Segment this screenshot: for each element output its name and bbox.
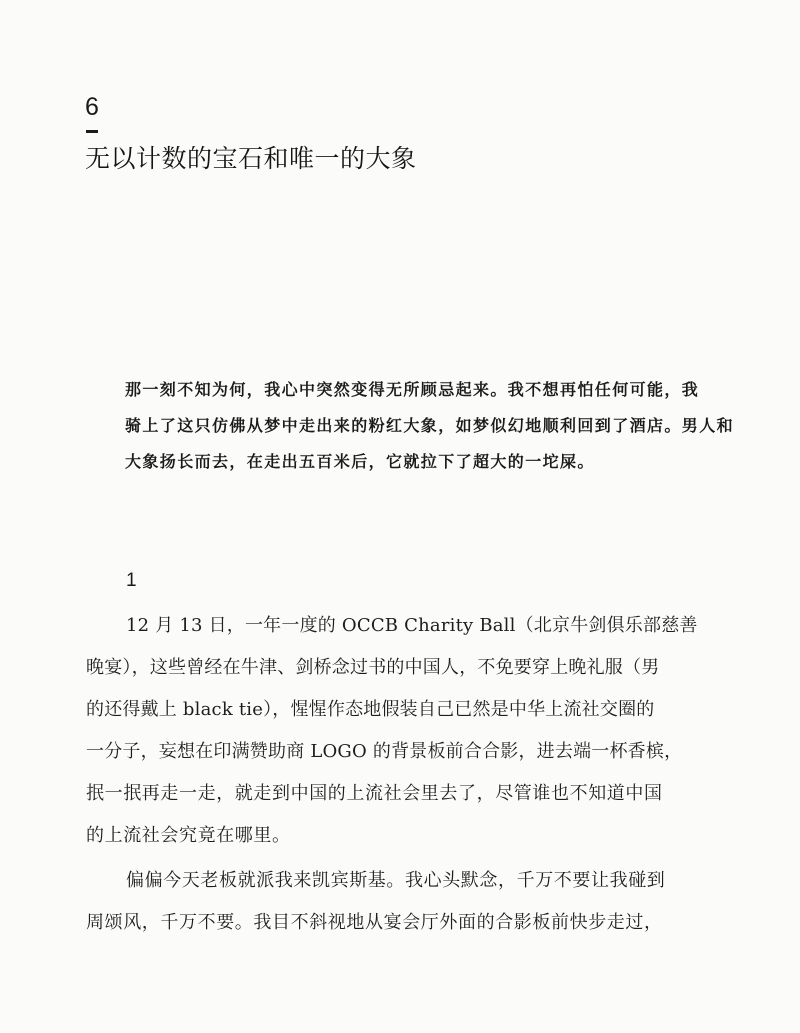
paragraph-line: 12 月 13 日，一年一度的 OCCB Charity Ball（北京牛剑俱乐部慈善 [126, 615, 698, 636]
paragraph-line: 偏偏今天老板就派我来凯宾斯基。我心头默念，千万不要让我碰到 [126, 870, 666, 891]
epigraph [125, 372, 745, 480]
paragraph-line: 一分子，妄想在印满赞助商 LOGO 的背景板前合合影，进去端一杯香槟， [86, 741, 683, 762]
chapter-divider [86, 130, 98, 133]
body-text [86, 605, 746, 944]
epigraph-line: 大象扬长而去，在走出五百米后，它就拉下了超大的一坨屎。 [125, 452, 595, 471]
paragraph-line: 的上流社会究竟在哪里。 [86, 825, 291, 846]
chapter-number: 6 [85, 93, 99, 121]
paragraph-line: 抿一抿再走一走，就走到中国的上流社会里去了，尽管谁也不知道中国 [86, 783, 663, 804]
epigraph-line: 骑上了这只仿佛从梦中走出来的粉红大象，如梦似幻地顺利回到了酒店。男人和 [125, 416, 735, 435]
epigraph-line: 那一刻不知为何，我心中突然变得无所顾忌起来。我不想再怕任何可能，我 [125, 380, 700, 399]
chapter-title: 无以计数的宝石和唯一的大象 [85, 144, 417, 173]
section-number: 1 [126, 570, 137, 591]
paragraph-line: 周颂风，千万不要。我目不斜视地从宴会厅外面的合影板前快步走过， [86, 912, 663, 933]
paragraph-line: 的还得戴上 black tie），惺惺作态地假装自己已然是中华上流社交圈的 [86, 699, 655, 720]
paragraph-line: 晚宴），这些曾经在牛津、剑桥念过书的中国人，不免要穿上晚礼服（男 [86, 657, 660, 678]
